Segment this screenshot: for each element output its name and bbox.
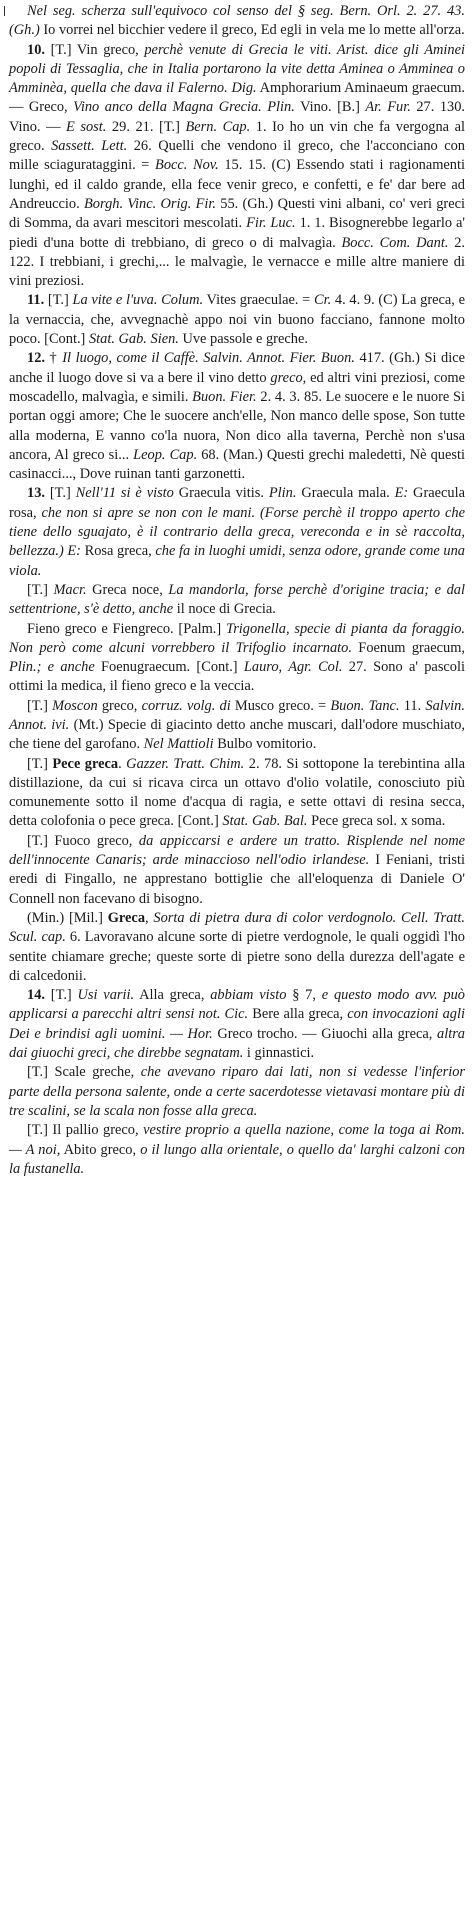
paragraph-p13d — [9, 697, 465, 755]
text-run: Bocc. Nov. — [155, 157, 219, 174]
text-run: La vite e l'uva. Colum. — [72, 292, 204, 309]
text-run: da appiccarsi e ardere un tratto. Risplende nel nome dell'innocente Canaris; arde minaccioso nell'odio irlandese. — [9, 832, 465, 869]
text-run: [T.] — [45, 485, 76, 502]
text-run: Borgh. Vinc. Orig. Fir. — [84, 195, 216, 212]
text-run: 15. 15. (C) Essendo stati i ragionamenti lunghi, ed il caldo grande, ella fece venir greco, e confetti, e fe' dar bere ad Andreuccio. — [9, 157, 465, 212]
text-run: Plin. — [268, 485, 297, 502]
text-run: altra dai giuochi greci, che direbbe segnatam. — [9, 1025, 465, 1062]
text-run: e questo modo avv. può applicarsi a parecchi altri sensi not. Cic. — [9, 987, 466, 1023]
text-run: Graecula rosa, — [9, 485, 465, 521]
text-run: 27. 130. Vino. — — [9, 99, 466, 135]
text-run: 1. 1. Bisognerebbe legarlo a' piedi d'una botte di trebbiano, di greco o di malvagìa. — [9, 215, 466, 251]
text-run: Graecula mala. — [296, 485, 395, 502]
text-run: Il luogo, come il Caffè. Salvin. Annot. Fier. Buon. — [62, 350, 355, 367]
text-run: 68. (Man.) Questi grechi maledetti, Nè questi casinacci..., Dove ruinan tanti garzonetti. — [9, 446, 465, 483]
text-run: Salvin. Annot. ivi. — [9, 697, 465, 733]
text-run: 11. — [27, 292, 45, 309]
text-run: [T.] — [27, 697, 53, 714]
text-run: Sorta di pietra dura di color verdognolo. Cell. Tratt. Scul. cap. — [9, 909, 465, 946]
text-run: 27. Sono a' pascoli ottimi la medica, il fieno greco e la veccia. — [9, 659, 465, 695]
text-run: Uve passole e greche. — [178, 331, 308, 348]
text-run: . — [118, 755, 127, 772]
text-run: Greca noce, — [86, 581, 169, 598]
text-run: Bulbo vomitorio. — [213, 736, 317, 753]
text-run: (Mt.) Specie di giacinto detto anche muscari, dall'odore muschiato, che tiene del garofano. — [9, 716, 465, 753]
paragraph-p14c — [9, 1121, 465, 1179]
paragraph-p10 — [9, 41, 465, 292]
text-run: Pece greca — [52, 755, 119, 772]
text-run: 12. — [27, 350, 45, 367]
paragraph-p0 — [9, 2, 465, 41]
text-run: 26. Quelli che vendono il greco, che l'acconciano con mille sciagurataggini. = — [9, 138, 466, 174]
text-run: Cr. — [314, 292, 332, 309]
text-run: [T.] — [27, 755, 53, 772]
text-run: vestire proprio a quella nazione, come la toga ai Rom. — A noi, — [9, 1122, 465, 1158]
text-run: [T.] Il pallio greco, — [27, 1122, 144, 1139]
margin-rule — [4, 6, 5, 16]
text-run: Buon. Fier. — [192, 388, 257, 405]
text-run: 417. (Gh.) Si dice anche il luogo dove si va a bere il vino detto — [9, 350, 465, 386]
text-run: Io vorrei nel bicchier vedere il greco, Ed egli in vela me lo mette all'orza. — [39, 22, 465, 39]
text-run: perchè venute di Grecia le viti. Arist. dice gli Aminei popoli di Tessaglia, che in Italia portarono la vite detta Aminea o Amminea o Amminèa, quella che dava il Falerno. Dig. — [9, 41, 465, 97]
text-run: Gazzer. Tratt. Chim. — [126, 755, 245, 772]
text-run: che non si apre se non con le mani. (Forse perchè il troppo aperto che tiene dello sguajato, è il contrario della greca, vereconda e in sè raccolta, bellezza.) E: — [9, 504, 466, 560]
text-run: 14. — [27, 987, 45, 1004]
text-run: il noce di Grecia. — [173, 601, 276, 618]
text-run: , — [145, 909, 154, 926]
text-run: Alla greca, — [134, 987, 211, 1004]
text-run: Stat. Gab. Sien. — [88, 331, 179, 348]
text-run: Vites graeculae. = — [203, 292, 314, 309]
text-run: 55. (Gh.) Questi vini albani, co' veri greci di Somma, da avari mescitori mescolati. — [9, 195, 465, 232]
text-run: E: — [394, 485, 409, 502]
text-run: Bere alla greca, — [248, 1006, 348, 1023]
text-run: 29. 21. [T.] — [106, 118, 186, 135]
text-run: [T.] Fuoco greco, — [27, 832, 139, 849]
text-run: 2. 78. Si sottopone la terebintina alla distillazione, da cui si ricava circa un ottavo d'olio volatile, conosciuto più comunemente sotto il nome d'acqua di ragia, e sette ottavi di resina secca, detta colofonia o pece greca. [Cont.] — [9, 755, 465, 830]
text-run: Nell'11 si è visto — [75, 485, 174, 502]
text-run: Rosa greca, — [80, 543, 156, 560]
text-run: 13. — [27, 485, 45, 502]
text-run: Moscon — [52, 697, 98, 714]
text-run: § 7, — [286, 987, 322, 1004]
text-run: [T.] Scale greche, — [27, 1064, 141, 1081]
text-run: 6. Lavoravano alcune sorte di pietre verdognole, le quali oggidì l'ho sentite chiamare greche; queste sorte di pietre sono della durezza dell'agate e di calcedonii. — [9, 929, 465, 984]
text-run: che avevano riparo dai lati, non si vedesse l'inferior parte della persona salente, onde a certe sacerdotesse vietavasi montare più di tre scalini, se la scala non fosse alla greca. — [9, 1064, 465, 1119]
text-run: E sost. — [66, 118, 107, 135]
paragraph-p14b — [9, 1063, 465, 1121]
text-run: 4. 4. 9. (C) La greca, e la vernaccia, che, avvegnachè appo noi vin buono facciano, fannone molto poco. [Cont.] — [9, 292, 465, 348]
text-run: Leop. Cap. — [133, 446, 198, 463]
text-run: Plin.; e anche — [9, 659, 95, 676]
text-run: , ed altri vini preziosi, come moscadello, malvagìa, e simili. — [9, 369, 465, 405]
text-run: 11. — [399, 697, 426, 714]
paragraph-p13c — [9, 620, 465, 697]
text-run: greco — [270, 369, 303, 386]
text-run: Buon. Tanc. — [330, 697, 400, 714]
text-run: Greca — [107, 909, 146, 926]
text-run: abbiam visto — [210, 987, 287, 1004]
text-run: Fir. Luc. — [246, 215, 296, 232]
text-run: Amphorarium Aminaeum graecum. — Greco, — [9, 80, 465, 116]
text-run: con invocazioni agli Dei e brindisi agli uomini. — Hor. — [9, 1006, 465, 1042]
text-run: I Feniani, tristi eredi di Fingallo, ne apprestano bottiglie che all'eloquenza di Daniele O' Connell non facevano di bisogno. — [9, 852, 466, 907]
text-run: [T.] Vin greco, — [45, 41, 145, 58]
paragraph-p11 — [9, 291, 465, 349]
text-run: [T.] — [44, 292, 73, 309]
text-run: † — [45, 350, 63, 367]
text-run: Pece greca sol. x soma. — [307, 813, 446, 830]
text-run: 10. — [27, 41, 45, 58]
paragraph-p14 — [9, 986, 465, 1063]
text-run: Greco trocho. — Giuochi alla greca, — [212, 1025, 437, 1042]
text-run: Bern. Cap. — [185, 118, 251, 135]
text-run: 2. 122. I trebbiani, i grechi,... le malvagìe, le vernacce e mille altre maniere di vini preziosi. — [9, 234, 466, 290]
text-run: corruz. volg. di — [141, 697, 231, 714]
text-run: Macr. — [53, 581, 87, 598]
text-run: i ginnastici. — [243, 1045, 315, 1062]
text-run: Abito greco, — [60, 1141, 141, 1158]
text-run: Usi varii. — [77, 987, 135, 1004]
text-run: che fa in luoghi umidi, senza odore, grande come una viola. — [9, 543, 465, 579]
text-run: La mandorla, forse perchè d'origine tracia; e dal settentrione, s'è detto, anche — [9, 581, 465, 618]
text-run: Lauro, Agr. Col. — [243, 659, 343, 676]
text-run: Bocc. Com. Dant. — [341, 234, 449, 251]
text-run: Stat. Gab. Bal. — [222, 813, 308, 830]
text-run: Sassett. Lett. — [51, 138, 128, 155]
text-run: Foenugraecum. [Cont.] — [94, 659, 244, 676]
paragraph-p13g — [9, 909, 465, 986]
paragraph-p13f — [9, 832, 465, 909]
paragraph-p13 — [9, 484, 465, 580]
text-run: 2. 4. 3. 85. Le suocere e le nuore Si portan oggi amore; Che le suocere anch'elle, Non manco delle spose, Son tutte alla moderna, E vanno co'la nuora, Non dico alla taverna, Perchè non s'usa ancora, Al greco si... — [9, 388, 465, 463]
text-run: Graecula vitis. — [173, 485, 269, 502]
text-run: o il lungo alla orientale, o quello da' larghi calzoni con la fustanella. — [9, 1141, 466, 1177]
text-run: Nel Mattioli — [143, 736, 214, 753]
dictionary-page-text — [9, 2, 465, 1179]
text-run: 1. Io ho un vin che fa vergogna al greco. — [9, 118, 465, 155]
text-run: (Min.) [Mil.] — [27, 909, 108, 926]
text-run: Nel seg. scherza sull'equivoco col senso del § seg. Bern. Orl. 2. 27. 43. (Gh.) — [9, 3, 465, 39]
text-run: Foenum graecum, — [351, 639, 465, 656]
text-run: Vino anco della Magna Grecia. Plin. — [73, 99, 295, 116]
text-run: [T.] — [45, 987, 78, 1004]
text-run: Fieno greco e Fiengreco. [Palm.] — [27, 620, 226, 637]
text-run: Musco greco. = — [230, 697, 331, 714]
text-run: Vino. [B.] — [294, 99, 366, 116]
text-run: Trigonella, specie di pianta da foraggio. Non però come alcuni vorrebbero il Trifoglio incarnato. — [9, 620, 465, 656]
text-run: greco, — [97, 697, 142, 714]
paragraph-p13b — [9, 581, 465, 620]
text-run: Ar. Fur. — [365, 99, 411, 116]
paragraph-p13e — [9, 755, 465, 832]
paragraph-p12 — [9, 349, 465, 484]
text-run: [T.] — [27, 581, 54, 598]
